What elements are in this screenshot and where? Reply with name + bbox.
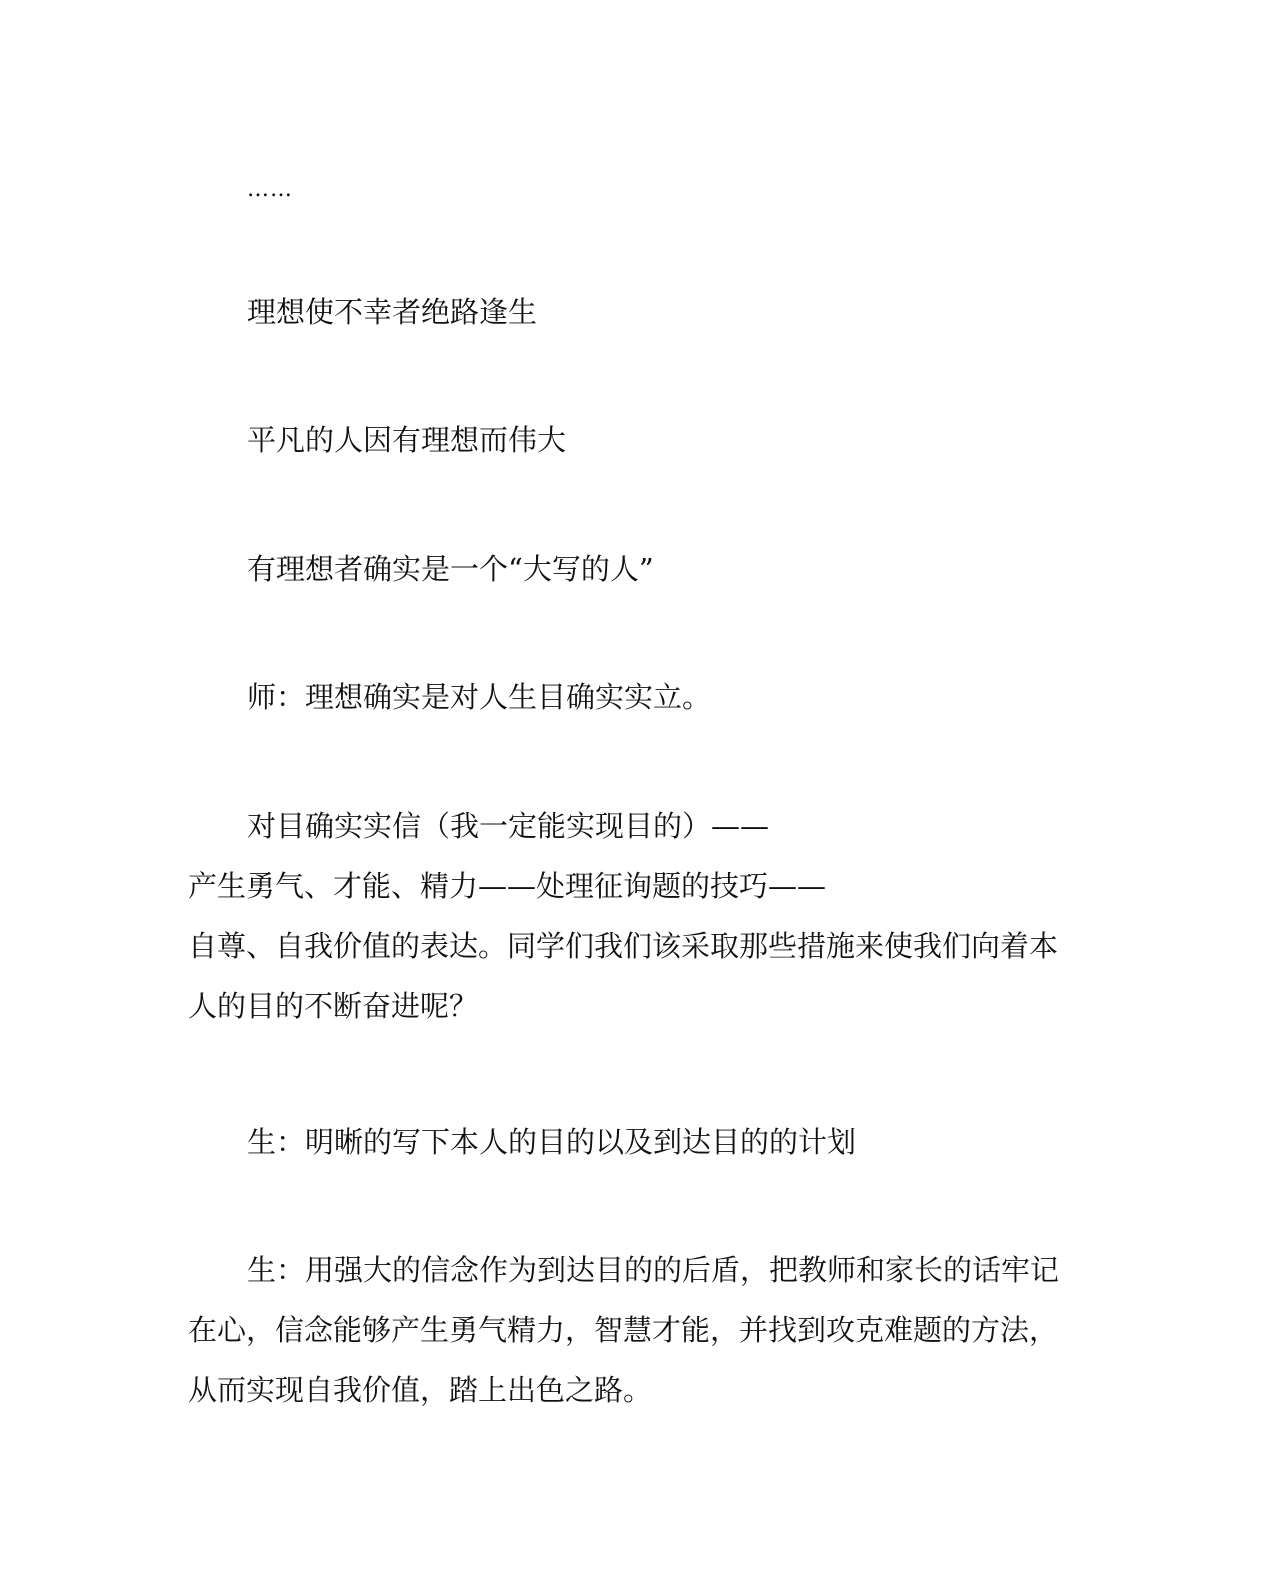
student-belief-line-3: 从而实现自我价值，踏上出色之路。 — [188, 1373, 653, 1407]
student-belief-line-1: 生：用强大的信念作为到达目的的后盾，把教师和家长的话牢记 — [247, 1253, 1060, 1287]
paragraph-teacher-statement: 师：理想确实是对人生目确实实立。 — [247, 680, 712, 714]
paragraph-ideal-rescue: 理想使不幸者绝路逢生 — [247, 295, 538, 329]
paragraph-belief-question — [188, 796, 1068, 1036]
paragraph-student-belief — [188, 1240, 1068, 1420]
belief-line-1: 对目确实实信（我一定能实现目的）—— — [247, 809, 770, 843]
student-belief-line-2: 在心，信念能够产生勇气精力，智慧才能，并找到攻克难题的方法， — [188, 1313, 1059, 1347]
belief-line-2: 产生勇气、才能、精力——处理征询题的技巧—— — [188, 869, 827, 903]
paragraph-student-plan: 生：明晰的写下本人的目的以及到达目的的计划 — [247, 1125, 857, 1159]
paragraph-ordinary-great: 平凡的人因有理想而伟大 — [247, 423, 567, 457]
ellipsis-text: …… — [247, 177, 293, 202]
belief-line-3: 自尊、自我价值的表达。同学们我们该采取那些措施来使我们向着本 — [188, 929, 1059, 963]
belief-line-4: 人的目的不断奋进呢？ — [188, 989, 479, 1023]
paragraph-capital-person: 有理想者确实是一个“大写的人” — [247, 552, 654, 586]
